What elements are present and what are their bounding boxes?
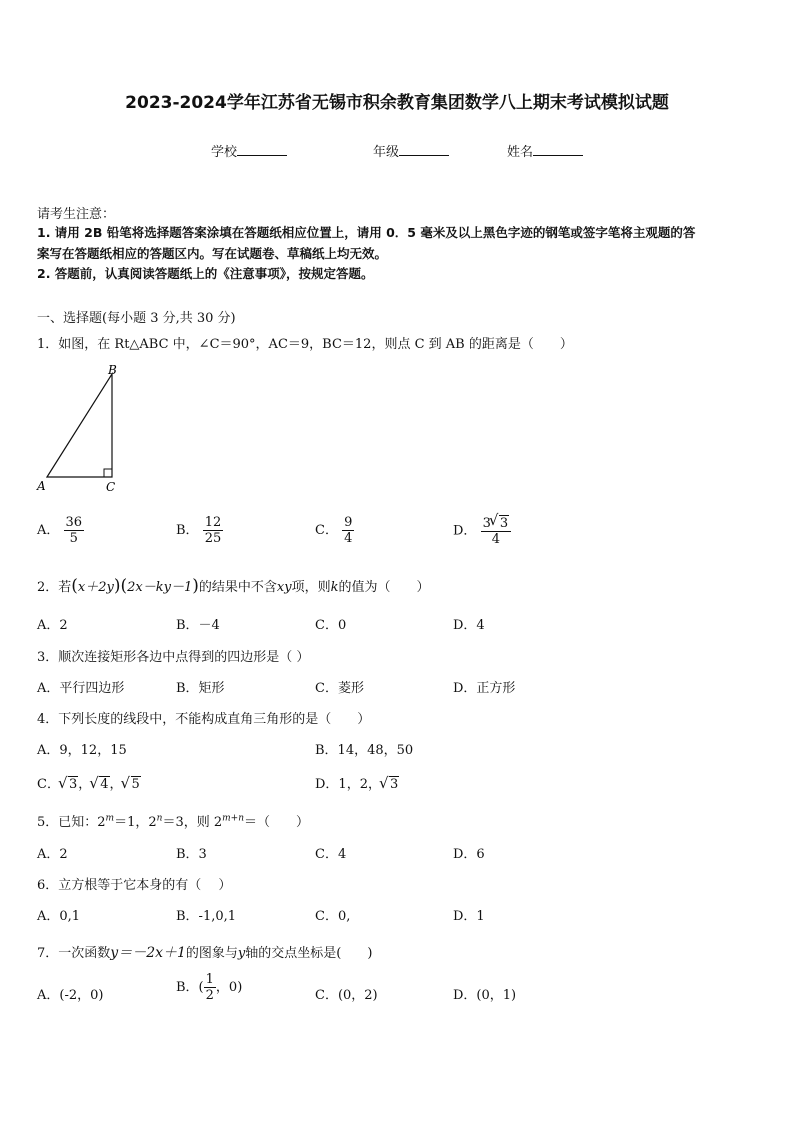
q6-option-b[interactable]: B．-1,0,1	[176, 909, 237, 924]
label-c: C	[106, 480, 116, 494]
q2-option-c[interactable]: C．0	[315, 618, 347, 633]
q6-option-d[interactable]: D．1	[453, 909, 485, 924]
q3-option-c[interactable]: C．菱形	[315, 681, 364, 696]
q1-option-b[interactable]: B． $\frac{12}{25}$	[176, 515, 222, 546]
q3-text: 3．顺次连接矩形各边中点得到的四边形是（ ）	[37, 650, 310, 665]
label-b: B	[108, 363, 117, 377]
q3-option-d[interactable]: D．正方形	[453, 681, 516, 696]
q5-option-a[interactable]: A．2	[37, 847, 68, 862]
q1-text: 1．如图，在 Rt△ABC 中，∠C＝90°，AC＝9，BC＝12，则点 C 到 AB 的距离是（ ）	[37, 337, 573, 352]
section-heading: 一、选择题(每小题 3 分,共 30 分)	[37, 311, 236, 326]
q4-option-d[interactable]: D．1，2，√ 3	[315, 773, 399, 792]
q4-text: 4．下列长度的线段中，不能构成直角三角形的是（ ）	[37, 712, 371, 727]
q6-text: 6．立方根等于它本身的有（ ）	[37, 878, 232, 893]
right-angle-mark	[104, 469, 112, 477]
school-field[interactable]: 学校	[211, 141, 287, 160]
q7-text: 7．一次函数y＝－2x＋1的图象与y轴的交点坐标是( )	[37, 945, 373, 961]
q2-text: 2．若(x＋2y)(2x－ky－1)的结果中不含xy项，则k的值为（ ）	[37, 576, 430, 596]
name-field[interactable]: 姓名	[507, 141, 583, 160]
q7-option-d[interactable]: D．(0，1)	[453, 988, 517, 1003]
q5-option-c[interactable]: C．4	[315, 847, 347, 862]
q5-option-d[interactable]: D．6	[453, 847, 485, 862]
notice-line1a: 1. 请用 2B 铅笔将选择题答案涂填在答题纸相应位置上，请用 0．5 毫米及以上黑色字迹的钢笔或签字笔将主观题的答	[37, 225, 696, 240]
q7-option-a[interactable]: A．(-2，0)	[37, 988, 104, 1003]
q7-option-c[interactable]: C．(0，2)	[315, 988, 378, 1003]
q6-option-c[interactable]: C．0,	[315, 909, 351, 924]
q2-option-d[interactable]: D．4	[453, 618, 485, 633]
q2-option-b[interactable]: B．－4	[176, 618, 220, 633]
q1-option-c[interactable]: C． $\frac{9}{4}$	[315, 515, 353, 546]
q4-option-c[interactable]: C．√ 3，√ 4，√ 5	[37, 773, 141, 792]
grade-blank	[399, 143, 449, 156]
q1-option-a[interactable]: A． $\frac{36}{5}$	[37, 515, 83, 546]
q5-text: 5．已知：$2^m=1$，$2^n=3$，则 $2^{m+n}=$（ ）	[37, 813, 310, 830]
q2-option-a[interactable]: A．2	[37, 618, 68, 633]
q4-option-b[interactable]: B．14，48，50	[315, 743, 414, 758]
q6-option-a[interactable]: A．0,1	[37, 909, 81, 924]
school-blank	[237, 143, 287, 156]
q1-option-d[interactable]: D． $\frac{3√ 3}{4}$	[453, 515, 511, 547]
q5-option-b[interactable]: B．3	[176, 847, 207, 862]
name-blank	[533, 143, 583, 156]
q7-option-b[interactable]: B．( $\frac{1}{2}$ ，0)	[176, 972, 243, 1003]
q3-option-a[interactable]: A．平行四边形	[37, 681, 125, 696]
q3-option-b[interactable]: B．矩形	[176, 681, 225, 696]
notice-heading: 请考生注意：	[37, 207, 116, 222]
notice-line2: 2. 答题前，认真阅读答题纸上的《注意事项》，按规定答题。	[37, 266, 374, 281]
label-a: A	[37, 479, 46, 493]
triangle-abc	[47, 374, 112, 477]
triangle-figure	[36, 360, 136, 495]
page-title: 2023-2024学年江苏省无锡市积余教育集团数学八上期末考试模拟试题	[125, 93, 669, 113]
grade-field[interactable]: 年级	[373, 141, 449, 160]
notice-line1b: 案写在答题纸相应的答题区内。写在试题卷、草稿纸上均无效。	[37, 246, 388, 261]
q4-option-a[interactable]: A．9，12，15	[37, 743, 127, 758]
